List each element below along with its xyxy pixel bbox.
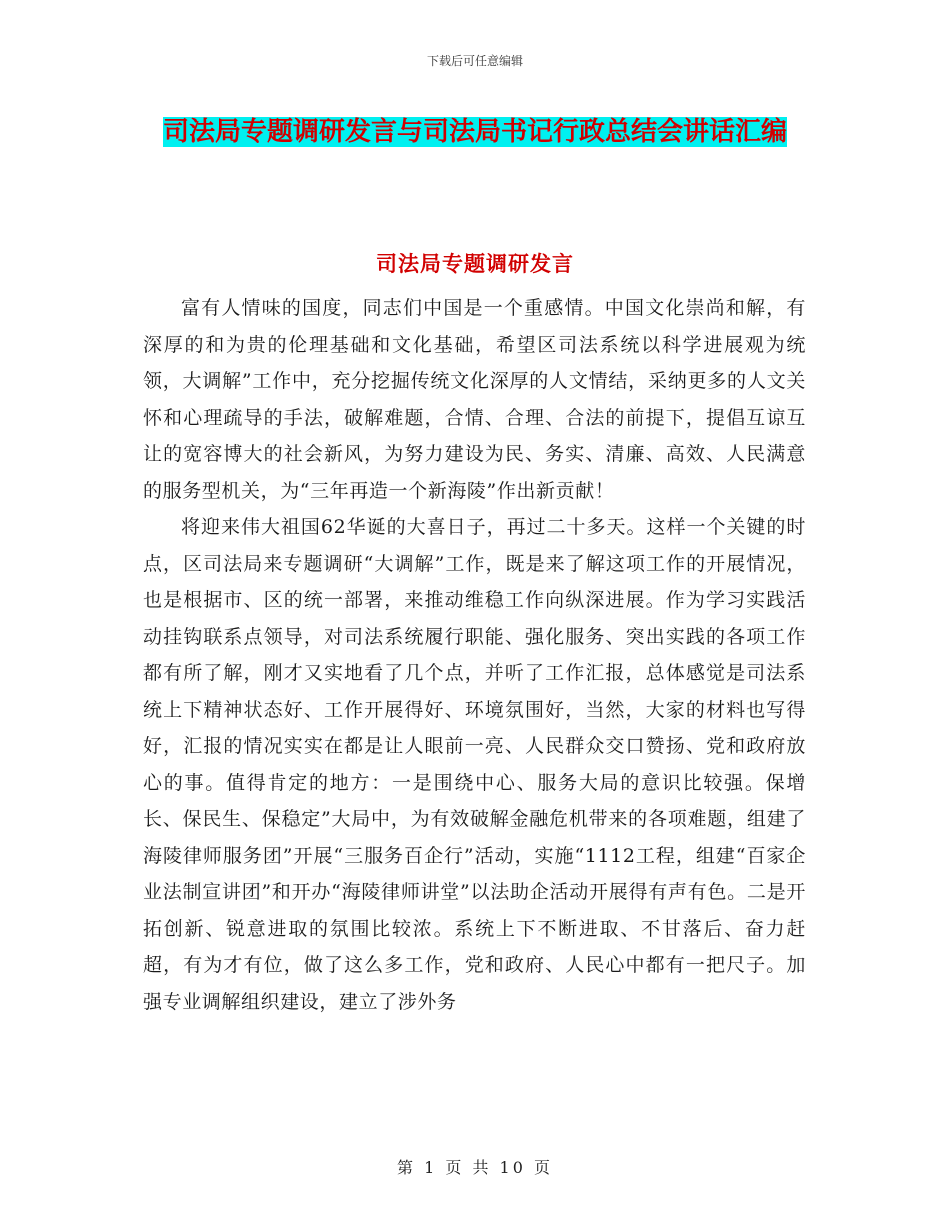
section-title: 司法局专题调研发言	[376, 251, 574, 276]
page-footer: 第 1 页 共 10 页	[397, 1158, 553, 1177]
paragraph: 富有人情味的国度，同志们中国是一个重感情。中国文化崇尚和解，有深厚的和为贵的伦理基础和文化基础，希望区司法系统以科学进展观为统领，大调解”工作中，充分挖掘传统文化深厚的人文情结，采纳更多的人文关怀和心理疏导的手法，破解难题，合情、合理、合法的前提下，提倡互谅互让的宽容博大的社会新风，为努力建设为民、务实、清廉、高效、人民满意的服务型机关，为“三年再造一个新海陵”作出新贡献！	[143, 297, 806, 502]
paragraph: 将迎来伟大祖国62华诞的大喜日子，再过二十多天。这样一个关键的时点，区司法局来专题调研“大调解”工作，既是来了解这项工作的开展情况，也是根据市、区的统一部署，来推动维稳工作向纵深进展。作为学习实践活动挂钩联系点领导，对司法系统履行职能、强化服务、突出实践的各项工作都有所了解，刚才又实地看了几个点，并听了工作汇报，总体感觉是司法系统上下精神状态好、工作开展得好、环境氛围好，当然，大家的材料也写得好，汇报的情况实实在都是让人眼前一亮、人民群众交口赞扬、党和政府放心的事。值得肯定的地方：一是围绕中心、服务大局的意识比较强。保增长、保民生、保稳定”大局中，为有效破解金融危机带来的各项难题，组建了海陵律师服务团”开展“三服务百企行”活动，实施“1112工程，组建“百家企业法制宣讲团”和开办“海陵律师讲堂”以法助企活动开展得有声有色。二是开拓创新、锐意进取的氛围比较浓。系统上下不断进取、不甘落后、奋力赶超，有为才有位，做了这么多工作，党和政府、人民心中都有一把尺子。加强专业调解组织建设，建立了涉外务	[143, 516, 806, 1013]
body-text	[143, 290, 806, 1020]
document-title-text: 司法局专题调研发言与司法局书记行政总结会讲话汇编	[162, 117, 787, 147]
header-note: 下载后可任意编辑	[426, 54, 523, 68]
document-title	[140, 110, 810, 154]
